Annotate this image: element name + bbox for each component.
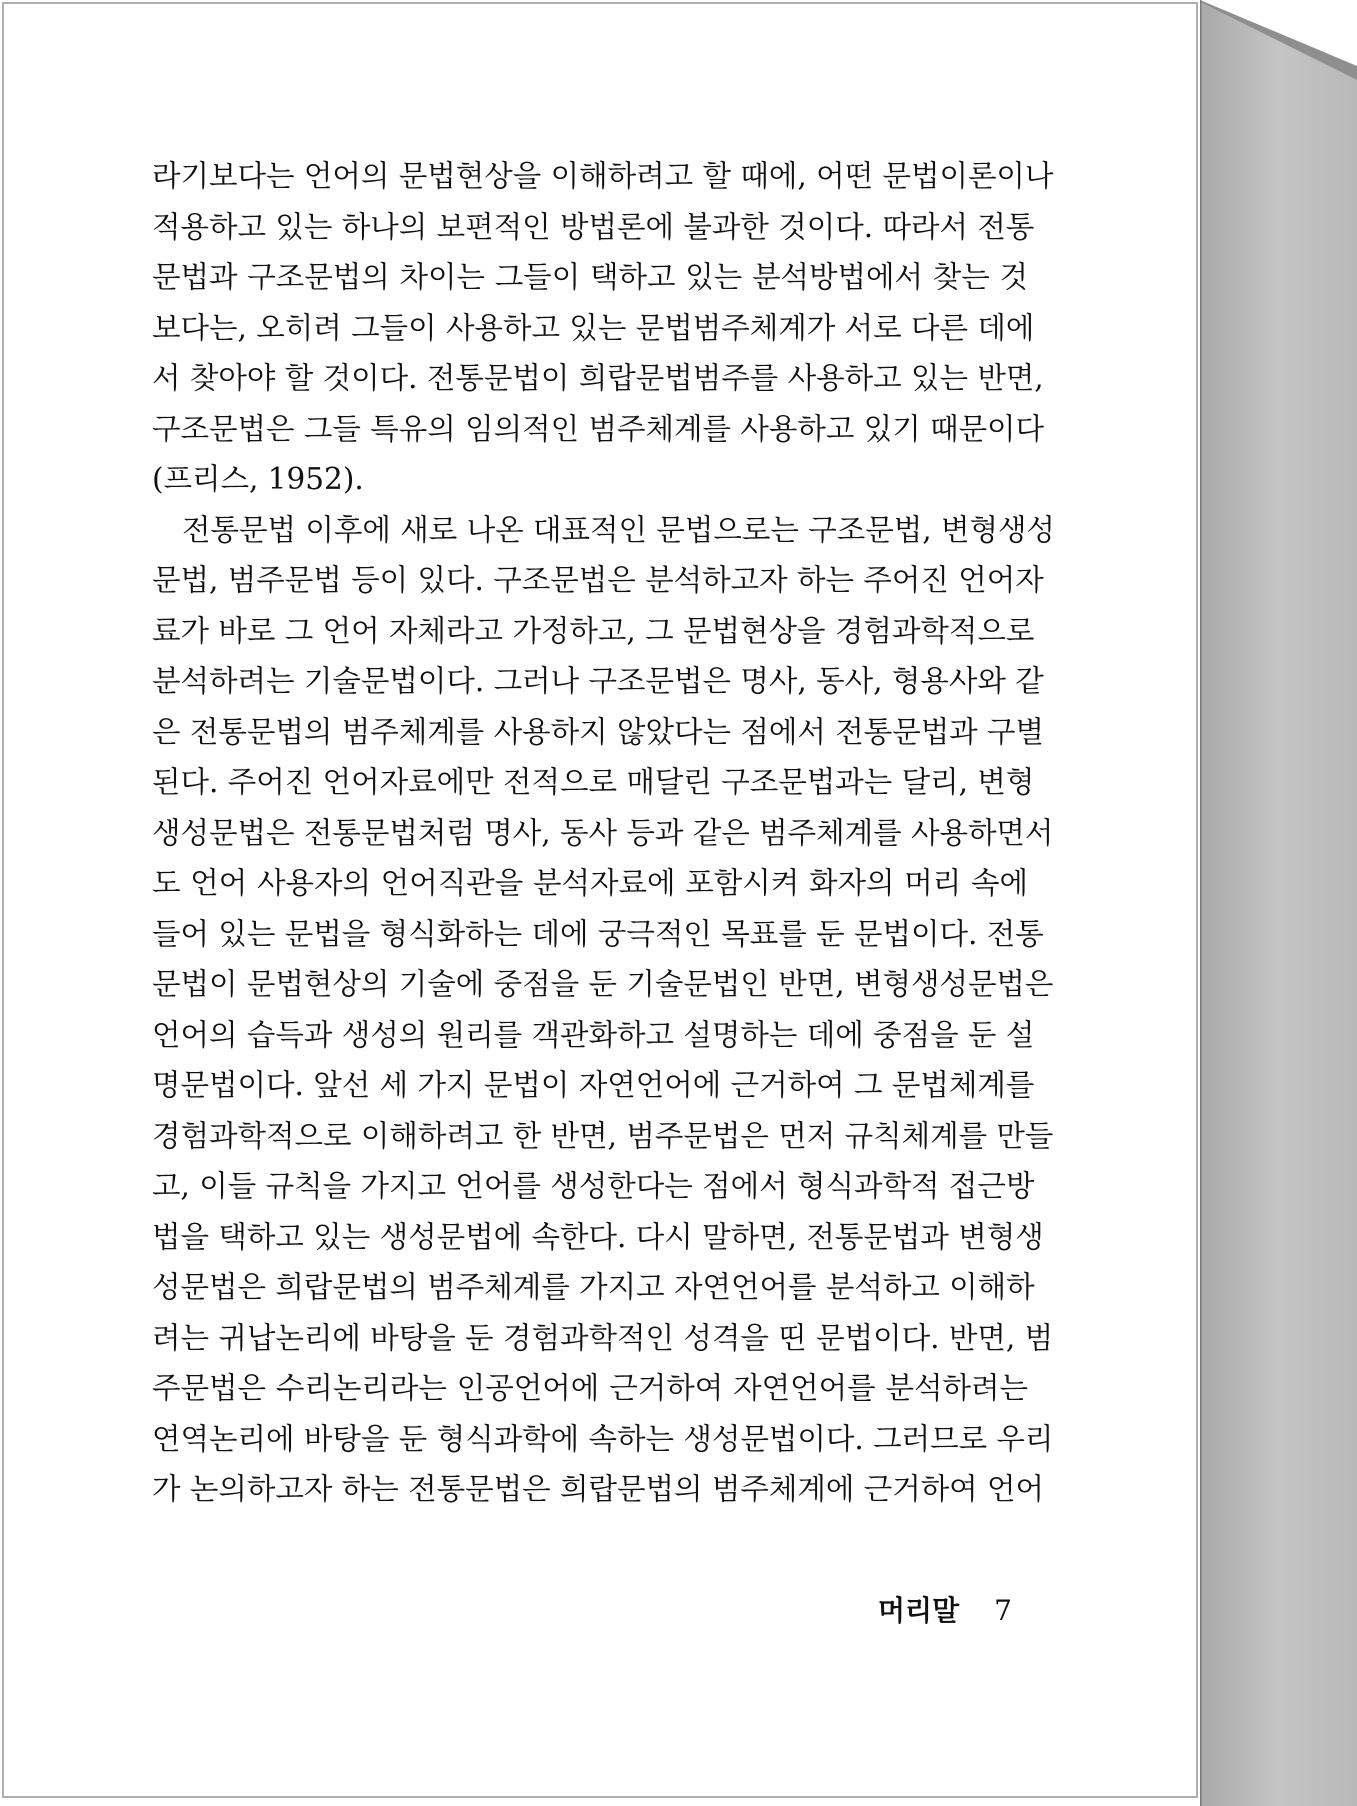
text-line: 생성문법은 전통문법처럼 명사, 동사 등과 같은 범주체계를 사용하면서 [152, 815, 1054, 850]
page-number: 7 [994, 1594, 1012, 1627]
paragraph-2 [152, 505, 1055, 1515]
text-line: 전통문법 이후에 새로 나온 대표적인 문법으로는 구조문법, 변형생성 [182, 512, 1055, 547]
text-line: 문법이 문법현상의 기술에 중점을 둔 기술문법인 반면, 변형생성문법은 [152, 967, 1054, 1001]
text-line: 도 언어 사용자의 언어직관을 분석자료에 포함시켜 화자의 머리 속에 [152, 866, 1028, 900]
text-line: 고, 이들 규칙을 가지고 언어를 생성한다는 점에서 형식과학적 접근방 [152, 1169, 1035, 1203]
text-line: 문법과 구조문법의 차이는 그들이 택하고 있는 분석방법에서 찾는 것 [152, 260, 1028, 294]
text-line: 가 논의하고자 하는 전통문법은 희랍문법의 범주체계에 근거하여 언어 [152, 1472, 1045, 1506]
text-line: 주문법은 수리논리라는 인공언어에 근거하여 자연언어를 분석하려는 [152, 1371, 1028, 1405]
paragraph-1 [152, 151, 1054, 505]
citation-line: (프리스, 1952). [152, 462, 364, 496]
running-head: 머리말 [878, 1594, 960, 1627]
text-line: 려는 귀납논리에 바탕을 둔 경험과학적인 성격을 띤 문법이다. 반면, 범 [152, 1320, 1054, 1355]
text-line: 라기보다는 언어의 문법현상을 이해하려고 할 때에, 어떤 문법이론이나 [152, 159, 1054, 193]
text-line: 언어의 습득과 생성의 원리를 객관화하고 설명하는 데에 중점을 둔 설 [152, 1017, 1035, 1052]
text-line: 된다. 주어진 언어자료에만 전적으로 매달린 구조문법과는 달리, 변형 [152, 765, 1035, 799]
text-line: 분석하려는 기술문법이다. 그러나 구조문법은 명사, 동사, 형용사와 같 [152, 664, 1044, 698]
text-line: 문법, 범주문법 등이 있다. 구조문법은 분석하고자 하는 주어진 언어자 [152, 563, 1044, 597]
text-line: 보다는, 오히려 그들이 사용하고 있는 문법범주체계가 서로 다른 데에 [152, 310, 1035, 345]
text-line: 성문법은 희랍문법의 범주체계를 가지고 자연언어를 분석하고 이해하 [152, 1270, 1035, 1304]
text-line: 들어 있는 문법을 형식화하는 데에 궁극적인 목표를 둔 문법이다. 전통 [152, 916, 1044, 951]
text-line: 법을 택하고 있는 생성문법에 속한다. 다시 말하면, 전통문법과 변형생 [152, 1219, 1044, 1254]
text-line: 경험과학적으로 이해하려고 한 반면, 범주문법은 먼저 규칙체계를 만들 [152, 1118, 1054, 1153]
book-spine-edge [1200, 0, 1357, 1806]
text-line: 명문법이다. 앞선 세 가지 문법이 자연언어에 근거하여 그 문법체계를 [152, 1068, 1035, 1102]
body-text [152, 151, 1055, 1515]
page-footer [878, 1589, 1012, 1629]
text-line: 적용하고 있는 하나의 보편적인 방법론에 불과한 것이다. 따라서 전통 [152, 209, 1035, 244]
text-line: 구조문법은 그들 특유의 임의적인 범주체계를 사용하고 있기 때문이다 [152, 411, 1045, 446]
text-line: 은 전통문법의 범주체계를 사용하지 않았다는 점에서 전통문법과 구별 [152, 714, 1045, 749]
text-line: 연역논리에 바탕을 둔 형식과학에 속하는 생성문법이다. 그러므로 우리 [152, 1421, 1054, 1456]
text-line: 료가 바로 그 언어 자체라고 가정하고, 그 문법현상을 경험과학적으로 [152, 613, 1035, 648]
text-line: 서 찾아야 할 것이다. 전통문법이 희랍문법범주를 사용하고 있는 반면, [152, 361, 1044, 395]
